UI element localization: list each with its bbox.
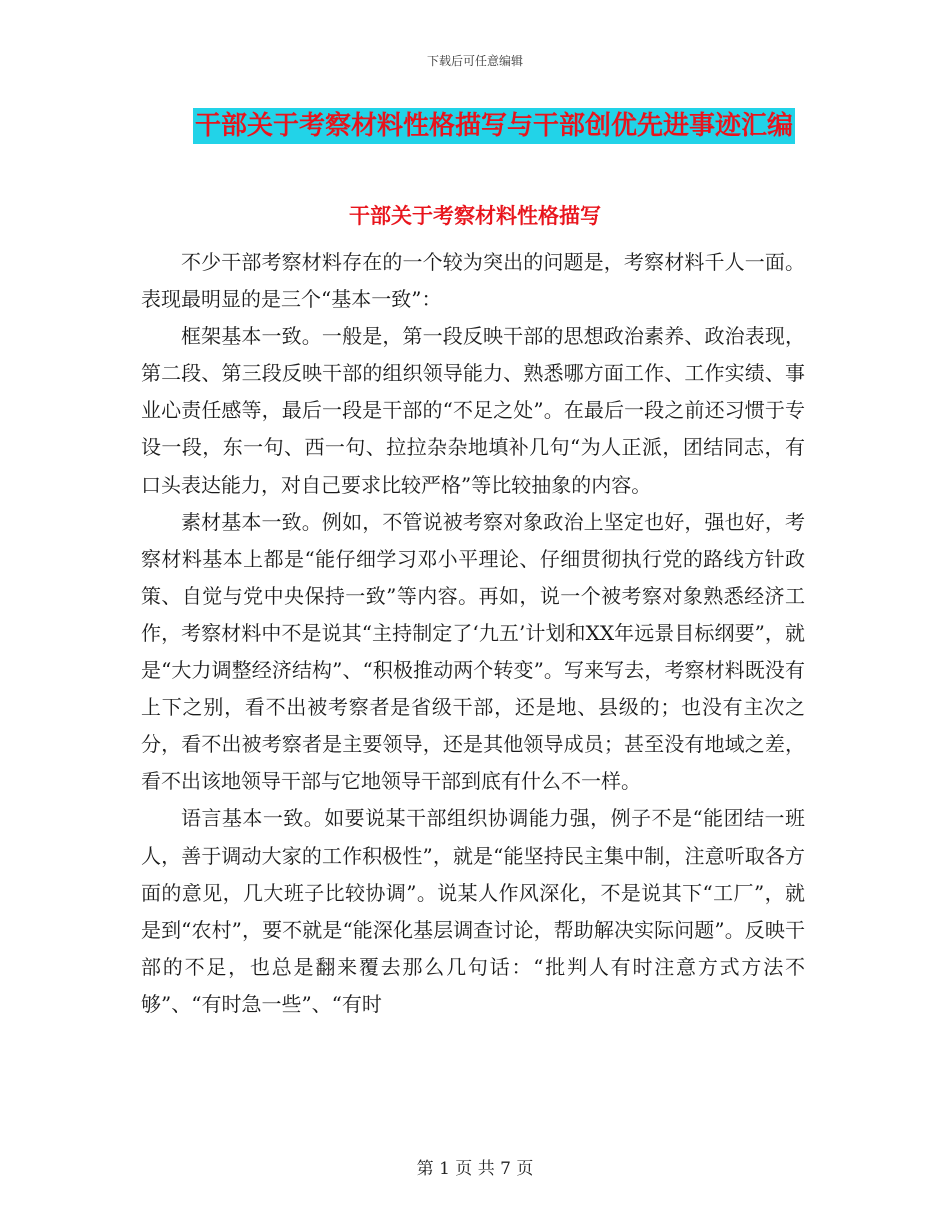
page-number-footer: 第 1 页 共 7 页 [416,1159,534,1179]
document-main-title: 干部关于考察材料性格描写与干部创优先进事迹汇编 [193,108,795,144]
section-title: 干部关于考察材料性格描写 [349,204,601,228]
body-paragraph-4: 语言基本一致。如要说某干部组织协调能力强，例子不是“能团结一班人，善于调动大家的工作积极性”，就是“能坚持民主集中制，注意听取各方面的意见，几大班子比较协调”。说某人作风深化，不是说其下“工厂”，就是到“农村”，要不就是“能深化基层调查讨论，帮助解决实际问题”。反映干部的不足，也总是翻来覆去那么几句话：“批判人有时注意方式方法不够”、“有时急一些”、“有时 [141,806,805,1016]
page-header-note: 下载后可任意编辑 [426,54,523,68]
body-paragraph-2: 框架基本一致。一般是，第一段反映干部的思想政治素养、政治表现，第二段、第三段反映干部的组织领导能力、熟悉哪方面工作、工作实绩、事业心责任感等，最后一段是干部的“不足之处”。在最后一段之前还习惯于专设一段，东一句、西一句、拉拉杂杂地填补几句“为人正派，团结同志，有口头表达能力，对自己要求比较严格”等比较抽象的内容。 [141,324,805,497]
document-body [141,244,805,1023]
body-paragraph-1: 不少干部考察材料存在的一个较为突出的问题是，考察材料千人一面。表现最明显的是三个“基本一致”： [141,250,805,312]
body-paragraph-3: 素材基本一致。例如，不管说被考察对象政治上坚定也好，强也好，考察材料基本上都是“能仔细学习邓小平理论、仔细贯彻执行党的路线方针政策、自觉与党中央保持一致”等内容。再如，说一个被考察对象熟悉经济工作，考察材料中不是说其“主持制定了‘九五’计划和XX年远景目标纲要”，就是“大力调整经济结构”、“积极推动两个转变”。写来写去，考察材料既没有上下之别，看不出被考察者是省级干部，还是地、县级的；也没有主次之分，看不出被考察者是主要领导，还是其他领导成员；甚至没有地域之差，看不出该地领导干部与它地领导干部到底有什么不一样。 [141,509,805,794]
